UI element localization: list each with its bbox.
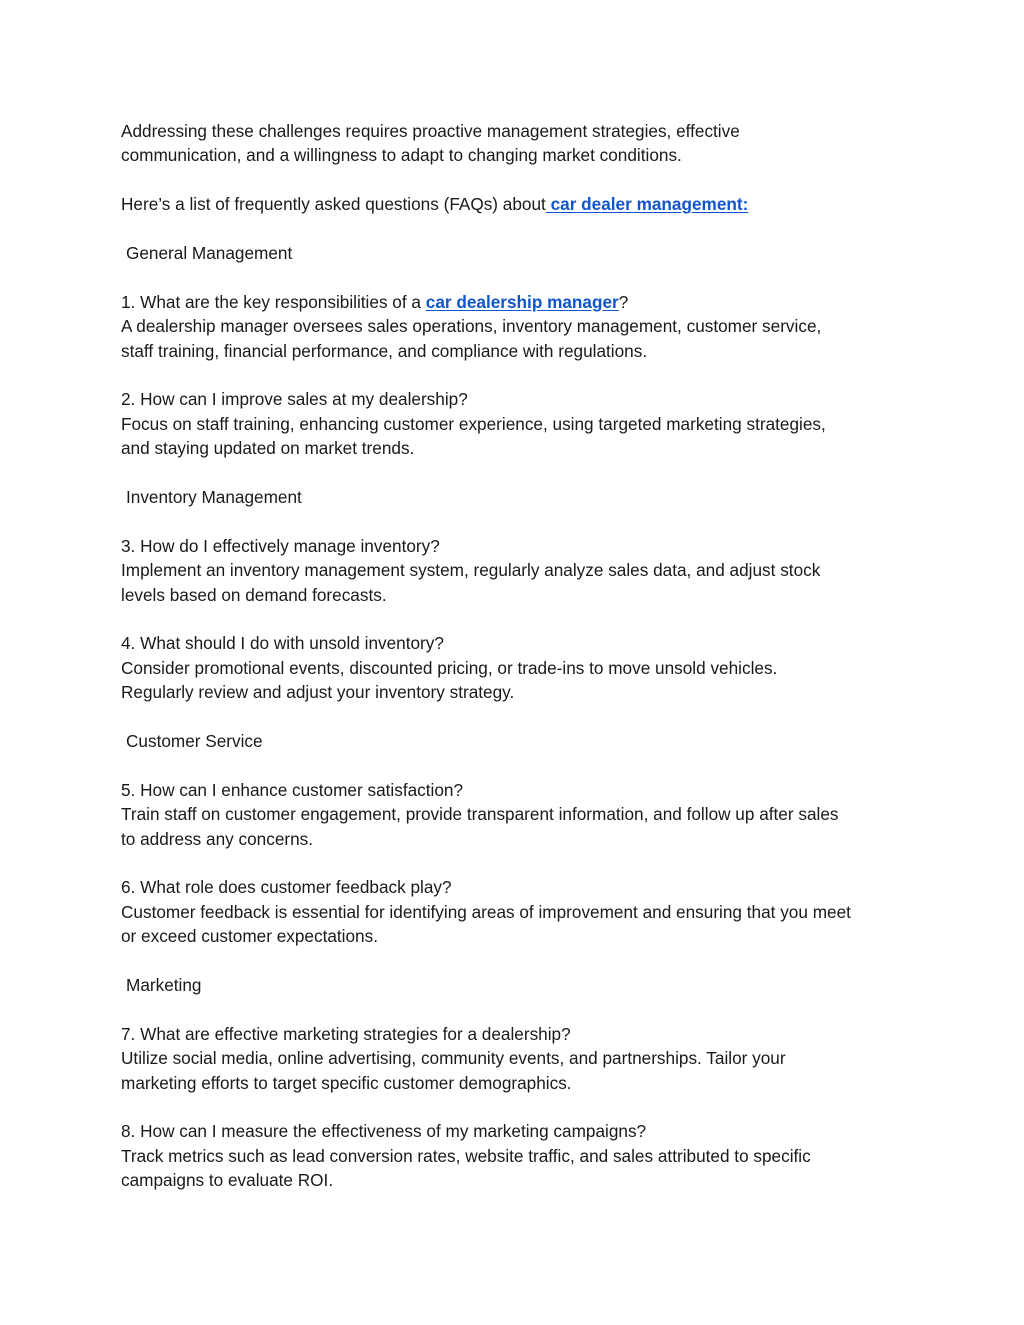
paragraph-spacer: [121, 949, 921, 973]
paragraph-spacer: [121, 265, 921, 289]
faq-answer-4-line-2: Regularly review and adjust your inventory strategy.: [121, 682, 515, 703]
paragraph-spacer: [121, 217, 921, 241]
faq-answer-6-line-1: Customer feedback is essential for identifying areas of improvement and ensuring that you meet: [121, 901, 851, 922]
faq-question-2: 2. How can I improve sales at my dealership?: [121, 389, 468, 410]
faq-question-1: [121, 290, 921, 314]
faq-answer-5-line-1: Train staff on customer engagement, provide transparent information, and follow up after sales: [121, 804, 839, 825]
section-heading-marketing: Marketing: [126, 975, 202, 996]
paragraph-spacer: [121, 461, 921, 485]
faq-answer-6-line-2: or exceed customer expectations.: [121, 926, 378, 947]
faq-intro-paragraph: [121, 192, 921, 216]
section-heading-general-management: General Management: [126, 243, 293, 263]
faq-question-1-prefix: 1. What are the key responsibilities of a: [121, 291, 426, 312]
faq-answer-3-line-1: Implement an inventory management system, regularly analyze sales data, and adjust stock: [121, 560, 821, 581]
faq-question-5: 5. How can I enhance customer satisfaction?: [121, 779, 464, 800]
car-dealer-management-link[interactable]: car dealer management:: [545, 194, 749, 215]
faq-answer-1-line-2: staff training, financial performance, and compliance with regulations.: [121, 340, 648, 361]
paragraph-spacer: [121, 997, 921, 1021]
paragraph-spacer: [121, 363, 921, 387]
faq-question-8: 8. How can I measure the effectiveness of my marketing campaigns?: [121, 1121, 647, 1142]
faq-answer-4-line-1: Consider promotional events, discounted pricing, or trade-ins to move unsold vehicles.: [121, 657, 778, 678]
faq-answer-1-line-1: A dealership manager oversees sales operations, inventory management, customer service,: [121, 316, 822, 337]
paragraph-spacer: [121, 851, 921, 875]
faq-answer-2-line-1: Focus on staff training, enhancing customer experience, using targeted marketing strategies,: [121, 413, 826, 434]
paragraph-spacer: [121, 168, 921, 192]
faq-question-6: 6. What role does customer feedback play?: [121, 877, 452, 898]
document-page: [121, 119, 921, 1193]
paragraph-spacer: [121, 1095, 921, 1119]
section-heading-inventory-management: Inventory Management: [126, 487, 302, 508]
section-heading-customer-service: Customer Service: [126, 731, 263, 752]
intro-paragraph-line-1: Addressing these challenges requires proactive management strategies, effective: [121, 121, 740, 141]
faq-answer-2-line-2: and staying updated on market trends.: [121, 438, 415, 459]
faq-answer-7-line-1: Utilize social media, online advertising, community events, and partnerships. Tailor your: [121, 1048, 786, 1069]
faq-question-7: 7. What are effective marketing strategies for a dealership?: [121, 1023, 571, 1044]
paragraph-spacer: [121, 753, 921, 777]
faq-answer-7-line-2: marketing efforts to target specific customer demographics.: [121, 1072, 572, 1093]
faq-question-1-suffix: ?: [618, 291, 629, 312]
paragraph-spacer: [121, 607, 921, 631]
faq-question-4: 4. What should I do with unsold inventory?: [121, 633, 444, 654]
faq-intro-text: Here’s a list of frequently asked questions (FAQs) about: [121, 194, 546, 215]
intro-paragraph-line-2: communication, and a willingness to adapt to changing market conditions.: [121, 145, 682, 166]
faq-answer-3-line-2: levels based on demand forecasts.: [121, 584, 387, 605]
faq-answer-5-line-2: to address any concerns.: [121, 828, 314, 849]
car-dealership-manager-link[interactable]: car dealership manager: [425, 291, 619, 312]
faq-question-3: 3. How do I effectively manage inventory?: [121, 535, 440, 556]
paragraph-spacer: [121, 509, 921, 533]
faq-answer-8-line-2: campaigns to evaluate ROI.: [121, 1170, 334, 1191]
paragraph-spacer: [121, 705, 921, 729]
faq-answer-8-line-1: Track metrics such as lead conversion rates, website traffic, and sales attributed to specific: [121, 1145, 811, 1166]
